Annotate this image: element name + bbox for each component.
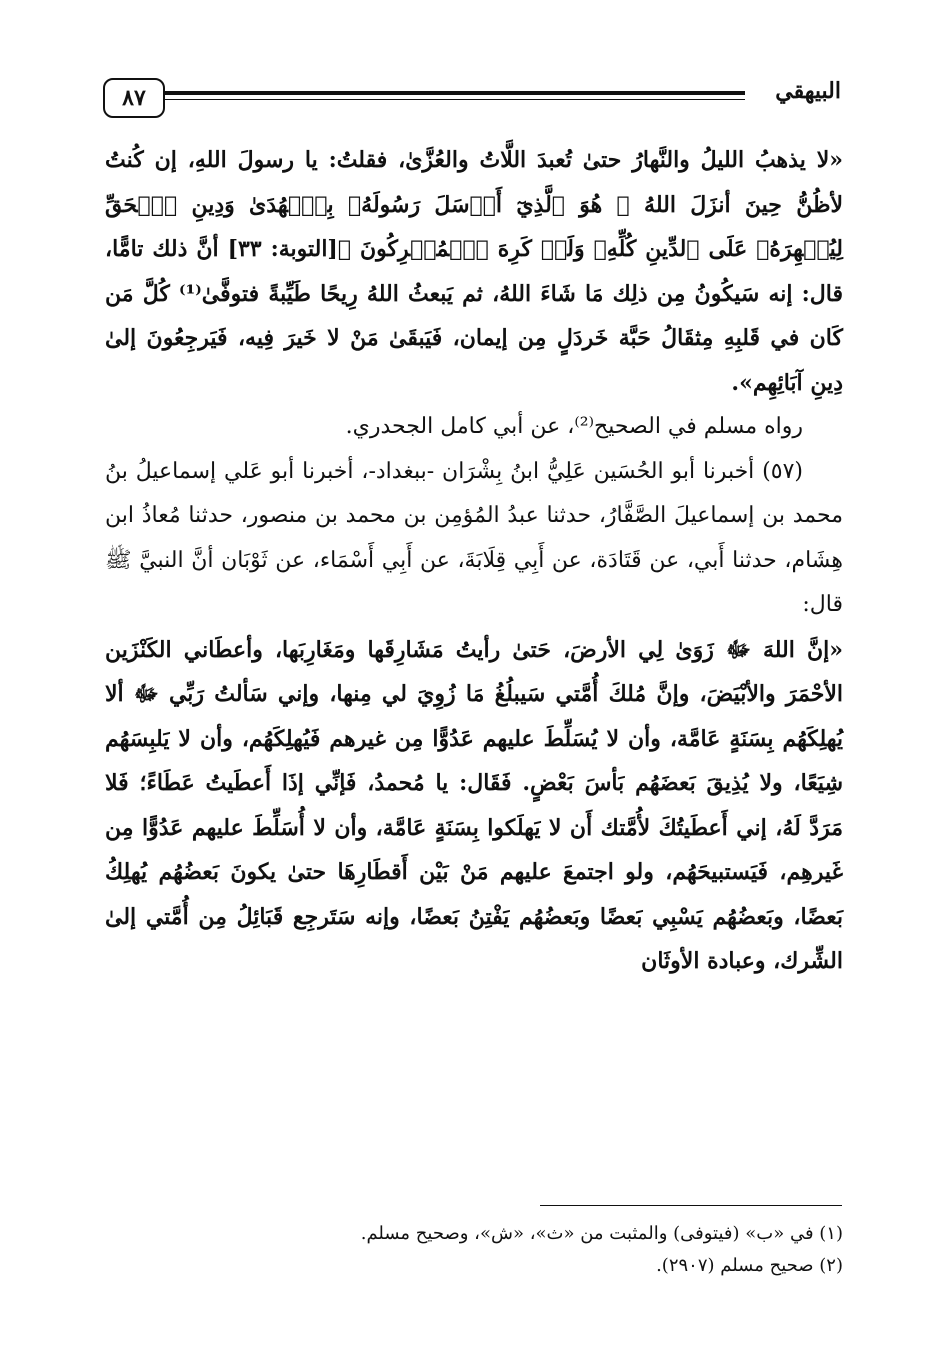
main-text	[105, 138, 843, 984]
hadith-text-2: «إنَّ اللهَ ﷻ زَوَىٰ لِي الأرضَ، حَتىٰ رأيتُ مَشَارِقَها ومَغَارِبَها، وأعطَاني الكَنْزَين الأحْمَرَ والأبْيَضَ، وإنَّ مُلكَ أُمَّتي سَيبلُغُ مَا زُوِيَ لي مِنها، وإني سَألتُ رَبِّي ﷻ ألا يُهلِكَهُم بِسَنَةٍ عَامَّة، وأن لا يُسَلِّطَ عليهم عَدُوًّا مِن غيرهم فَيُهلِكَهُم، وأن لا يَلبِسَهُم شِيَعًا، ولا يُذِيقَ بَعضَهُم بَأسَ بَعْضٍ. فَقَال: يا مُحمدُ، فَإنِّي إذَا أَعطَيتُ عَطَاءً؛ فَلا مَرَدَّ لَهُ، إني أَعطَيتُكَ لأُمَّتك أَن لا يَهلَكوا بِسَنَةٍ عَامَّة، وأن لا أُسَلِّطَ عليهم عَدُوًّا مِن غَيرهِم، فَيَستبيحَهُم، ولو اجتمعَ عليهم مَنْ بَيْن أَقطَارِهَا حتىٰ يكونَ بَعضُهُم يُهلِكُ بَعضًا، وبَعضُهُم يَسْبِي بَعضًا وبَعضُهُم يَفْتِنُ بَعضًا، وإنه سَتَرجِع قَبَائِلُ مِن أُمَّتي إلىٰ الشِّرك، وعبادة الأوثَان	[105, 636, 843, 974]
footnote-separator	[540, 1205, 842, 1206]
page-header	[103, 78, 841, 118]
narration-note: رواه مسلم في الصحيح⁽²⁾، عن أبي كامل الجحدري.	[345, 414, 803, 439]
footnote-1: (١) في «ب» (فيتوفى) والمثبت من «ث»، «ش»، وصحيح مسلم.	[360, 1223, 843, 1244]
hadith-text-1: «لا يذهبُ الليلُ والنَّهارُ حتىٰ تُعبدَ اللَّاتُ والعُزَّىٰ، فقلتُ: يا رسولَ اللهِ، إن كُنتُ لأظُنُّ حِينَ أنزَلَ اللهُ ﴿ هُوَ ٱلَّذِيٓ أَرۡسَلَ رَسُولَهُۥ بِٱلۡهُدَىٰ وَدِينِ ٱلۡحَقِّ لِيُظۡهِرَهُۥ عَلَى ٱلدِّينِ كُلِّهِۦ وَلَوۡ كَرِهَ ٱلۡمُشۡرِكُونَ ﴾[التوبة: ٣٣] أنَّ ذلك تامًّا، قال: إنه سَيكُونُ مِن ذلِك مَا شَاءَ اللهُ، ثم يَبعثُ اللهُ رِيحًا طَيِّبةً فتوفَّىٰ⁽¹⁾ كُلَّ مَن كَان في قَلبِهِ مِثقَالُ حَبَّة خَردَلٍ مِن إيمان، فَيَبقَىٰ مَنْ لا خَيرَ فِيه، فَيَرجِعُونَ إلىٰ دِينِ آبَائِهِم».	[105, 147, 844, 396]
isnad-paragraph: (٥٧) أخبرنا أبو الحُسَين عَلِيُّ ابنُ بِشْرَان -ببغداد-، أخبرنا أبو عَلي إسماعيلُ بنُ محمد بن إسماعيلَ الصَّفَّارُ، حدثنا عبدُ المُؤمِن بن محمد بن منصور، حدثنا مُعاذُ ابن هِشَام، حدثنا أَبي، عن قَتَادَة، عن أَبِي قِلَابَةَ، عن أَبِي أَسْمَاء، عن ثَوْبَان أنَّ النبيَّ ﷺ قال:	[105, 458, 843, 617]
header-rule-thin	[165, 99, 745, 100]
footnotes	[105, 1218, 843, 1282]
footnote-2: (٢) صحيح مسلم (٢٩٠٧).	[656, 1255, 843, 1276]
page-number: ٨٧	[103, 78, 165, 118]
header-rule	[165, 91, 745, 95]
book-title: البيهقي	[775, 78, 841, 104]
